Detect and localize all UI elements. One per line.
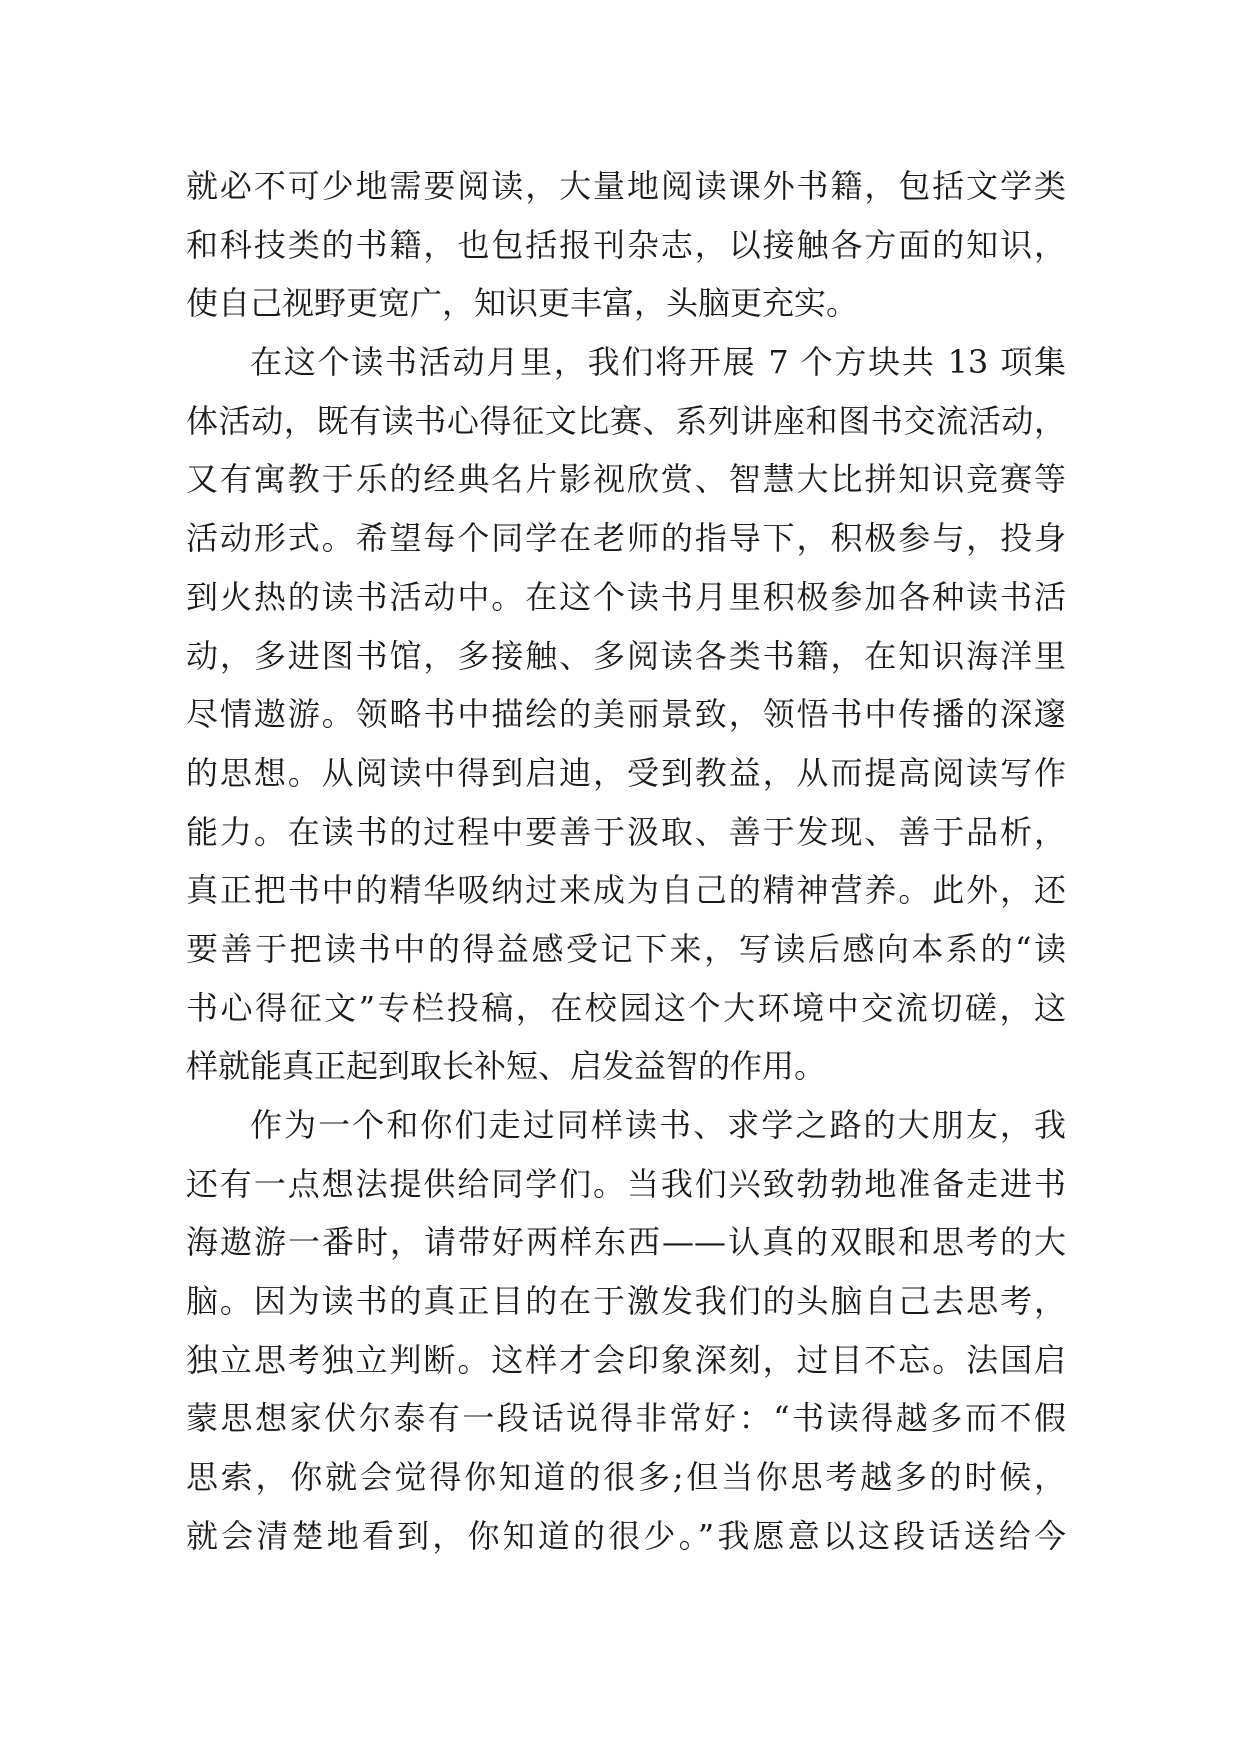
- text-line: 真正把书中的精华吸纳过来成为自己的精神营养。此外，还: [186, 871, 1066, 910]
- text-line: 和科技类的书籍，也包括报刊杂志，以接触各方面的知识，: [186, 225, 1066, 264]
- text-line: 独立思考独立判断。这样才会印象深刻，过目不忘。法国启: [186, 1340, 1066, 1379]
- text-line: 尽情遨游。领略书中描绘的美丽景致，领悟书中传播的深邃: [186, 695, 1066, 734]
- text-line: 又有寓教于乐的经典名片影视欣赏、智慧大比拼知识竞赛等: [186, 460, 1066, 499]
- text-line: 还有一点想法提供给同学们。当我们兴致勃勃地准备走进书: [186, 1164, 1066, 1203]
- text-line: 就会清楚地看到，你知道的很少。”我愿意以这段话送给今: [186, 1516, 1066, 1555]
- paragraph-first-line: 在这个读书活动月里，我们将开展 7 个方块共 13 项集: [250, 343, 1066, 382]
- text-line: 脑。因为读书的真正目的在于激发我们的头脑自己去思考，: [186, 1282, 1066, 1321]
- text-line: 就必不可少地需要阅读，大量地阅读课外书籍，包括文学类: [186, 167, 1066, 205]
- text-line: 活动形式。希望每个同学在老师的指导下，积极参与，投身: [186, 519, 1066, 558]
- text-line: 思索，你就会觉得你知道的很多;但当你思考越多的时候，: [186, 1458, 1066, 1497]
- text-line: 样就能真正起到取长补短、启发益智的作用。: [186, 1047, 827, 1086]
- text-line: 能力。在读书的过程中要善于汲取、善于发现、善于品析，: [186, 812, 1066, 851]
- text-line: 动，多进图书馆，多接触、多阅读各类书籍，在知识海洋里: [186, 636, 1066, 675]
- text-line: 的思想。从阅读中得到启迪，受到教益，从而提高阅读写作: [186, 753, 1066, 792]
- text-line: 蒙思想家伏尔泰有一段话说得非常好：“书读得越多而不假: [186, 1399, 1066, 1438]
- text-line: 书心得征文”专栏投稿，在校园这个大环境中交流切磋，这: [186, 988, 1066, 1027]
- text-line: 到火热的读书活动中。在这个读书月里积极参加各种读书活: [186, 577, 1066, 616]
- text-line: 海遨游一番时，请带好两样东西——认真的双眼和思考的大: [186, 1223, 1066, 1262]
- text-line: 使自己视野更宽广，知识更丰富，头脑更充实。: [186, 284, 859, 323]
- text-line: 要善于把读书中的得益感受记下来，写读后感向本系的“读: [186, 929, 1066, 968]
- text-line: 体活动，既有读书心得征文比赛、系列讲座和图书交流活动，: [186, 401, 1066, 440]
- paragraph-first-line: 作为一个和你们走过同样读书、求学之路的大朋友，我: [250, 1106, 1066, 1144]
- body-text: [186, 157, 1066, 1566]
